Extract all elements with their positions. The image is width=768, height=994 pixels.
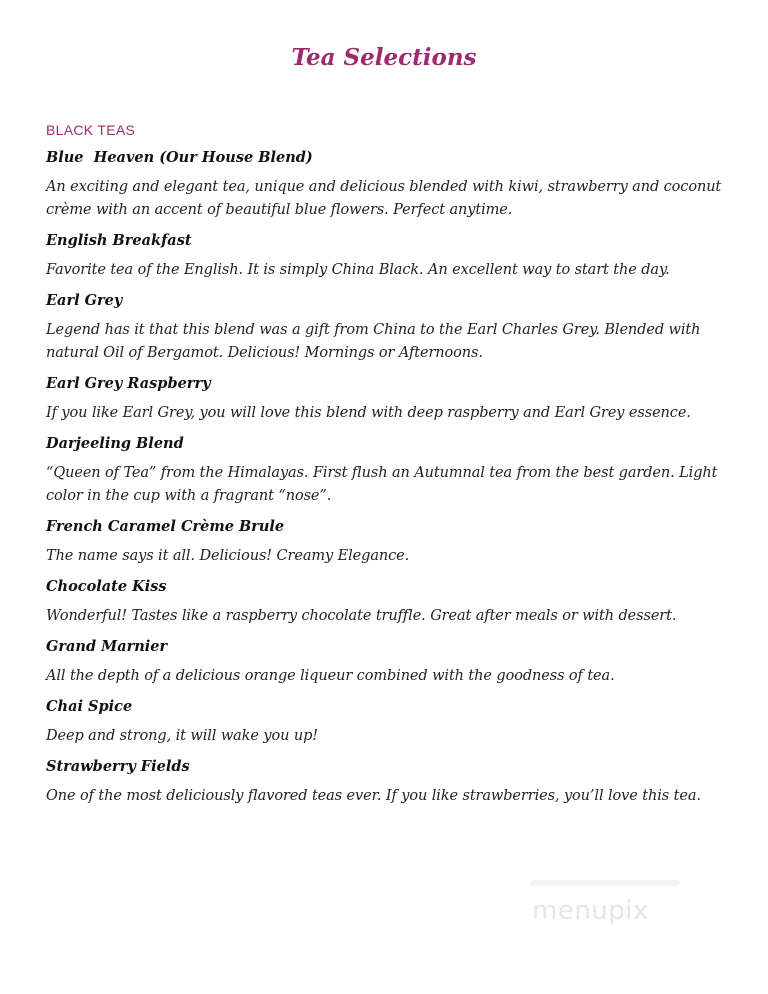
page-title: Tea Selections [291,44,477,71]
tea-description: Favorite tea of the English. It is simply China Black. An excellent way to start the day. [46,262,670,278]
menupix-watermark: menupix [532,896,649,926]
tea-description: Wonderful! Tastes like a raspberry chocolate truffle. Great after meals or with dessert. [46,608,677,624]
tea-name: Strawberry Fields [46,758,190,775]
tea-name: Grand Marnier [46,638,168,655]
tea-name: Chai Spice [46,698,133,715]
tea-item [46,755,726,808]
section-heading-black-teas: BLACK TEAS [46,122,136,138]
tea-name: Chocolate Kiss [46,578,167,595]
tea-name: English Breakfast [46,232,192,249]
tea-item [46,372,726,425]
tea-name: Earl Grey [46,292,123,309]
tea-item [46,695,726,748]
tea-name: French Caramel Crème Brule [46,518,285,535]
tea-item [46,289,726,365]
tea-description: The name says it all. Delicious! Creamy Elegance. [46,548,410,564]
tea-item [46,575,726,628]
tea-item [46,229,726,282]
tea-item [46,146,726,222]
tea-list [46,146,726,815]
tea-item [46,515,726,568]
tea-item [46,432,726,508]
tea-name: Earl Grey Raspberry [46,375,211,392]
tea-description: If you like Earl Grey, you will love this blend with deep raspberry and Earl Grey essence. [46,405,691,421]
tea-name: Blue Heaven (Our House Blend) [46,149,313,166]
tea-description: One of the most deliciously flavored teas ever. If you like strawberries, you’ll love this tea. [46,788,701,804]
tea-item [46,635,726,688]
tea-description: All the depth of a delicious orange liqueur combined with the goodness of tea. [46,668,615,684]
tea-description: “Queen of Tea” from the Himalayas. First flush an Autumnal tea from the best garden. Light color in the cup with a fragrant “nose”. [46,465,718,504]
watermark-bar [530,880,680,886]
tea-description: Legend has it that this blend was a gift from China to the Earl Charles Grey. Blended with natural Oil of Bergamot. Delicious! Mornings or Afternoons. [46,322,701,361]
tea-description: Deep and strong, it will wake you up! [46,728,318,744]
tea-name: Darjeeling Blend [46,435,184,452]
tea-description: An exciting and elegant tea, unique and delicious blended with kiwi, strawberry and coconut crème with an accent of beautiful blue flowers. Perfect anytime. [46,179,722,218]
